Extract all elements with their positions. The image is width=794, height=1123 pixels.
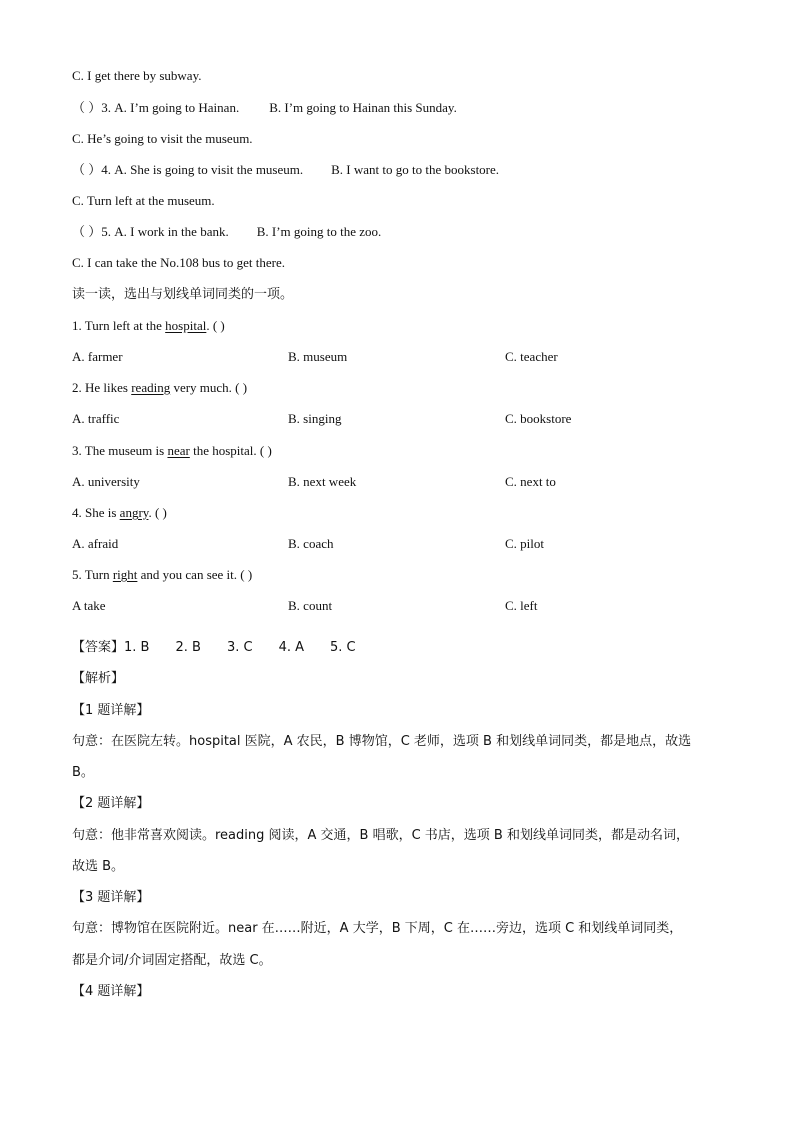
option-a: A. I’m going to Hainan. bbox=[114, 100, 240, 115]
question-blank: very much. ( ) bbox=[170, 380, 248, 395]
question-blank: the hospital. ( ) bbox=[189, 443, 272, 458]
question-number: 3. bbox=[101, 100, 112, 115]
detail-3-line-1: 句意：博物馆在医院附近。near 在……附近，A 大学，B 下周，C 在……旁边，选项 C 和划线单词同类， bbox=[72, 921, 683, 936]
detail-2-line-1: 句意：他非常喜欢阅读。reading 阅读，A 交通，B 唱歌，C 书店，选项 B 和划线单词同类，都是动名词， bbox=[72, 828, 689, 843]
question-text: 1. Turn left at the bbox=[72, 318, 166, 333]
q3-option-a: A. university bbox=[72, 474, 140, 489]
q2-option-b: B. singing bbox=[288, 411, 342, 426]
q5-option-a: A take bbox=[72, 598, 106, 613]
option-b: B. I’m going to Hainan this Sunday. bbox=[269, 100, 457, 115]
option-b: B. I want to go to the bookstore. bbox=[331, 162, 500, 177]
underlined-word: right bbox=[112, 567, 138, 582]
underlined-word: reading bbox=[131, 380, 171, 395]
listening-question-4 bbox=[72, 162, 499, 178]
question-blank: and you can see it. ( ) bbox=[137, 567, 253, 582]
q1-option-c: C. teacher bbox=[505, 349, 558, 364]
question-2 bbox=[72, 380, 247, 396]
question-text: 3. The museum is bbox=[72, 443, 168, 458]
option-a: A. She is going to visit the museum. bbox=[114, 162, 304, 177]
q4-option-b: B. coach bbox=[288, 536, 334, 551]
detail-2-heading: 【2 题详解】 bbox=[72, 796, 150, 811]
question-3 bbox=[72, 443, 272, 459]
section-title: 读一读，选出与划线单词同类的一项。 bbox=[72, 287, 294, 302]
q2-option-a: A. traffic bbox=[72, 411, 120, 426]
question-text: 2. He likes bbox=[72, 380, 132, 395]
detail-1-heading: 【1 题详解】 bbox=[72, 703, 150, 718]
question-number: 4. bbox=[101, 162, 112, 177]
question-text: 5. Turn bbox=[72, 567, 113, 582]
question-number: 5. bbox=[101, 224, 112, 239]
detail-2-line-2: 故选 B。 bbox=[72, 859, 125, 874]
q4-option-a: A. afraid bbox=[72, 536, 119, 551]
question-text: 4. She is bbox=[72, 505, 120, 520]
q1-option-b: B. museum bbox=[288, 349, 348, 364]
answer-item: 5. C bbox=[330, 640, 356, 655]
answer-paren: （ ） bbox=[72, 100, 102, 115]
question-5 bbox=[72, 567, 252, 583]
option-a: A. I work in the bank. bbox=[114, 224, 229, 239]
answer-paren: （ ） bbox=[72, 224, 102, 239]
underlined-word: hospital bbox=[165, 318, 207, 333]
question-blank: . ( ) bbox=[148, 505, 167, 520]
detail-1-line-2: B。 bbox=[72, 765, 94, 780]
detail-1-line-1: 句意：在医院左转。hospital 医院，A 农民，B 博物馆，C 老师，选项 B 和划线单词同类，都是地点，故选 bbox=[72, 734, 692, 749]
question-4 bbox=[72, 505, 167, 521]
answer-item: 2. B bbox=[175, 640, 201, 655]
question-blank: . ( ) bbox=[206, 318, 225, 333]
detail-4-heading: 【4 题详解】 bbox=[72, 984, 150, 999]
listening-line-7: C. I can take the No.108 bus to get there. bbox=[72, 255, 285, 270]
detail-3-heading: 【3 题详解】 bbox=[72, 890, 150, 905]
answer-label: 【答案】 bbox=[72, 640, 125, 655]
underlined-word: near bbox=[167, 443, 190, 458]
q2-option-c: C. bookstore bbox=[505, 411, 572, 426]
option-b: B. I’m going to the zoo. bbox=[256, 224, 382, 239]
underlined-word: angry bbox=[119, 505, 149, 520]
answer-item: 1. B bbox=[124, 640, 150, 655]
listening-question-3 bbox=[72, 100, 457, 116]
listening-question-5 bbox=[72, 224, 381, 240]
q5-option-c: C. left bbox=[505, 598, 538, 613]
answer-paren: （ ） bbox=[72, 162, 102, 177]
listening-line-1: C. I get there by subway. bbox=[72, 68, 202, 83]
analysis-label: 【解析】 bbox=[72, 671, 125, 686]
question-1 bbox=[72, 318, 225, 334]
q3-option-b: B. next week bbox=[288, 474, 357, 489]
answer-item: 4. A bbox=[278, 640, 305, 655]
detail-3-line-2: 都是介词/介词固定搭配，故选 C。 bbox=[72, 953, 272, 968]
q3-option-c: C. next to bbox=[505, 474, 556, 489]
answer-line bbox=[72, 640, 356, 656]
q1-option-a: A. farmer bbox=[72, 349, 123, 364]
q4-option-c: C. pilot bbox=[505, 536, 545, 551]
listening-line-5: C. Turn left at the museum. bbox=[72, 193, 215, 208]
answer-item: 3. C bbox=[226, 640, 253, 655]
listening-line-3: C. He’s going to visit the museum. bbox=[72, 131, 253, 146]
q5-option-b: B. count bbox=[288, 598, 333, 613]
